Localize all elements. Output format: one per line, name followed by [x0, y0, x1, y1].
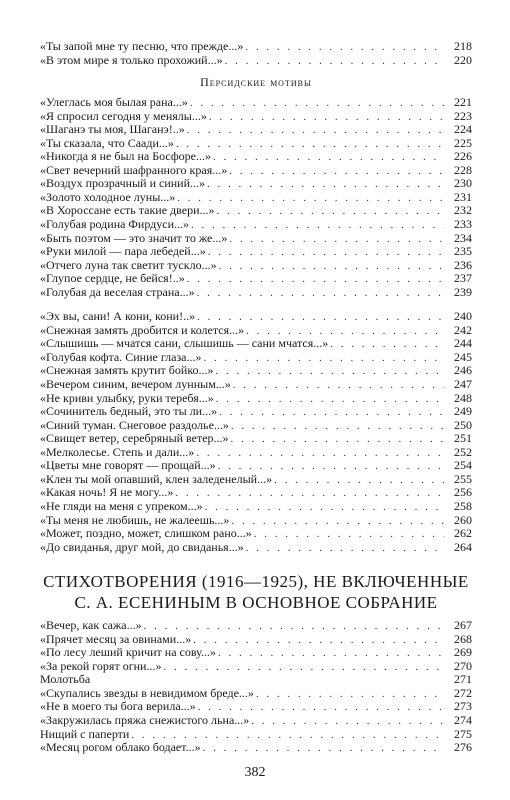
toc-entry — [40, 419, 472, 433]
toc-entry-page: 240 — [454, 309, 472, 324]
toc-entry — [40, 446, 472, 460]
toc-entry-title: «Скупались звезды в невидимом бреде...» — [40, 685, 254, 700]
toc-entry-title: «Отчего луна так светит тускло...» — [40, 257, 217, 272]
toc-entry — [40, 459, 472, 473]
toc-entry — [40, 486, 472, 500]
toc-entry — [40, 700, 472, 714]
toc-entry — [40, 123, 472, 137]
toc-entry — [40, 191, 472, 205]
dot-leader — [216, 393, 444, 407]
toc-entry-title: «Вечер, как сажа...» — [40, 618, 142, 633]
toc-entry-title: «Сочинитель бедный, это ты ли...» — [40, 404, 218, 419]
toc-entry-page: 245 — [454, 349, 472, 364]
section-title-extra-line1: СТИХОТВОРЕНИЯ (1916—1925), НЕ ВКЛЮЧЕННЫЕ — [43, 572, 469, 592]
toc-entry-page: 236 — [454, 257, 472, 272]
dot-leader — [187, 273, 444, 287]
toc-entry-page: 275 — [454, 726, 472, 741]
dot-leader — [218, 647, 444, 661]
toc-entry-page: 239 — [454, 284, 472, 299]
toc-entry-title: «Улеглась моя былая рана...» — [40, 95, 188, 110]
toc-entry-title: «Ты сказала, что Саади...» — [40, 135, 174, 150]
dot-leader — [209, 111, 444, 125]
toc-entry-title: «Ты запой мне ту песню, что прежде...» — [40, 39, 244, 53]
toc-entry-title: «В Хороссане есть такие двери...» — [40, 203, 215, 218]
toc-entry-page: 247 — [454, 377, 472, 392]
toc-entry — [40, 527, 472, 541]
toc-entry-page: 230 — [454, 176, 472, 191]
toc-entry — [40, 259, 472, 273]
dot-leader — [177, 192, 444, 206]
toc-entry-page: 223 — [454, 108, 472, 123]
dot-leader — [231, 420, 444, 434]
toc-entry-title: «Эх вы, сани! А кони, кони!..» — [40, 309, 196, 324]
toc-entry-title: Нищий с паперти — [40, 726, 130, 741]
dot-leader — [213, 151, 444, 165]
toc-entry — [40, 660, 472, 674]
toc-entry-title: «Золото холодное луны...» — [40, 189, 176, 204]
toc-entry — [40, 646, 472, 660]
toc-entry — [40, 232, 472, 246]
dot-leader — [191, 219, 444, 233]
toc-entry-page: 255 — [454, 471, 472, 486]
dot-leader — [193, 634, 444, 648]
toc-entry-title: «Свет вечерний шафранного края...» — [40, 162, 228, 177]
toc-entry — [40, 541, 472, 555]
toc-entry-title: «До свиданья, друг мой, до свиданья...» — [40, 539, 244, 554]
dot-leader — [176, 138, 444, 152]
toc-entry — [40, 432, 472, 446]
toc-entry-page: 260 — [454, 512, 472, 527]
toc-entry-title: «Не гляди на меня с упреком...» — [40, 498, 203, 513]
toc-entry-title: «Какая ночь! Я не могу...» — [40, 485, 174, 500]
toc-entry-title: «Быть поэтом — это значит то же...» — [40, 230, 228, 245]
toc-entry — [40, 687, 472, 701]
dot-leader — [205, 501, 444, 515]
toc-entry-page: 218 — [454, 39, 472, 53]
toc-entry — [40, 619, 472, 633]
section-title-extra-line2: С. А. ЕСЕНИНЫМ В ОСНОВНОЕ СОБРАНИЕ — [74, 593, 438, 613]
page-number: 382 — [244, 765, 266, 780]
toc-entry-page: 274 — [454, 712, 472, 727]
dot-leader — [229, 233, 444, 247]
dot-leader — [175, 487, 444, 501]
toc-entry-title: «В этом мире я только прохожий...» — [40, 52, 223, 67]
dot-leader — [219, 260, 444, 274]
dot-leader — [217, 205, 445, 219]
dot-leader — [251, 715, 444, 729]
toc-entry — [40, 54, 472, 68]
toc-entry-page: 250 — [454, 417, 472, 432]
toc-entry-page: 244 — [454, 336, 472, 351]
toc-entry-page: 224 — [454, 122, 472, 137]
toc-entry-title: «Свищет ветер, серебряный ветер...» — [40, 431, 229, 446]
toc-entry-title: «Клен ты мой опавший, клен заледенелый...» — [40, 471, 273, 486]
toc-entry-title: «Слышишь — мчатся сани, слышишь — сани мчатся...» — [40, 336, 329, 351]
toc-entry-page: 258 — [454, 498, 472, 513]
dot-leader — [219, 406, 444, 420]
toc-entry — [40, 714, 472, 728]
toc-entry-page: 233 — [454, 217, 472, 232]
toc-entry-page: 273 — [454, 699, 472, 714]
toc-entry-page: 271 — [454, 672, 472, 687]
toc-entry-page: 232 — [454, 203, 472, 218]
toc-entry — [40, 405, 472, 419]
toc-entry-page: 276 — [454, 740, 472, 755]
toc-entry-page: 249 — [454, 404, 472, 419]
dot-leader — [207, 178, 444, 192]
toc-entry — [40, 392, 472, 406]
toc-entry-page: 226 — [454, 149, 472, 164]
dot-leader — [204, 352, 444, 366]
section-title-extra — [40, 571, 472, 613]
toc-entry-title: «Закружилась пряжа снежистого льна...» — [40, 712, 250, 727]
toc-entry-page: 225 — [454, 135, 472, 150]
toc-entry — [40, 272, 472, 286]
dot-leader — [254, 528, 444, 542]
toc-entry — [40, 378, 472, 392]
dot-leader — [203, 742, 444, 756]
toc-entry-title: «Цветы мне говорят — прощай...» — [40, 458, 216, 473]
toc-entry-title: «Может, поздно, может, слишком рано...» — [40, 526, 252, 541]
toc-entry — [40, 137, 472, 151]
dot-leader — [256, 688, 444, 702]
toc-entry-page: 264 — [454, 539, 472, 554]
toc-entry — [40, 364, 472, 378]
toc-entry-title: «Руки милой — пара лебедей...» — [40, 244, 206, 259]
dot-leader — [225, 55, 444, 69]
toc-entry — [40, 286, 472, 300]
dot-leader — [274, 474, 444, 488]
dot-leader — [163, 661, 444, 675]
toc-entry-page: 272 — [454, 685, 472, 700]
toc-entry-title: «Воздух прозрачный и синий...» — [40, 176, 206, 191]
toc-entry — [40, 514, 472, 528]
toc-entry-page: 269 — [454, 645, 472, 660]
toc-group-top — [40, 40, 472, 67]
dot-leader — [231, 433, 444, 447]
toc-entry-page: 252 — [454, 444, 472, 459]
toc-entry-page: 268 — [454, 631, 472, 646]
toc-entry — [40, 110, 472, 124]
dot-leader — [187, 124, 444, 138]
dot-leader — [233, 379, 444, 393]
dot-leader — [208, 246, 444, 260]
toc-entry-page: 270 — [454, 658, 472, 673]
toc-entry — [40, 310, 472, 324]
toc-entry — [40, 337, 472, 351]
toc-group-persian — [40, 96, 472, 299]
toc-entry-title: «Голубая да веселая страна...» — [40, 284, 195, 299]
toc-entry-title: «Прячет месяц за овинами...» — [40, 631, 192, 646]
toc-entry-title: «По лесу леший кричит на сову...» — [40, 645, 216, 660]
toc-entry-page: 234 — [454, 230, 472, 245]
toc-entry-title: «Снежная замять крутит бойко...» — [40, 363, 214, 378]
toc-entry-title: «Не криви улыбку, руки теребя...» — [40, 390, 214, 405]
dot-leader — [190, 97, 444, 111]
toc-entry-title: «Никогда я не был на Босфоре...» — [40, 149, 211, 164]
toc-entry-page: 254 — [454, 458, 472, 473]
toc-entry-page: 220 — [454, 52, 472, 67]
toc-entry-page: 231 — [454, 189, 472, 204]
toc-entry — [40, 177, 472, 191]
toc-entry-title: «Снежная замять дробится и колется...» — [40, 322, 245, 337]
toc-entry — [40, 324, 472, 338]
toc-entry — [40, 245, 472, 259]
toc-entry-title: «Глупое сердце, не бейся!..» — [40, 271, 185, 286]
dot-leader — [197, 287, 444, 301]
toc-entry — [40, 150, 472, 164]
toc-entry-page: 246 — [454, 363, 472, 378]
contents-page — [40, 40, 472, 755]
toc-entry — [40, 473, 472, 487]
toc-entry — [40, 633, 472, 647]
toc-entry-page: 242 — [454, 322, 472, 337]
toc-entry-title: «Голубая кофта. Синие глаза...» — [40, 349, 202, 364]
toc-entry-page: 251 — [454, 431, 472, 446]
toc-entry-page: 267 — [454, 618, 472, 633]
toc-entry-title: «Голубая родина Фирдуси...» — [40, 217, 190, 232]
toc-entry — [40, 351, 472, 365]
toc-entry-title: «Месяц рогом облако бодает...» — [40, 740, 201, 755]
toc-entry — [40, 218, 472, 232]
toc-entry-title: «Синий туман. Снеговое раздолье...» — [40, 417, 229, 432]
toc-entry-title: «Я спросил сегодня у менялы...» — [40, 108, 207, 123]
dot-leader — [196, 447, 444, 461]
section-title-persian: Персидские мотивы — [200, 75, 312, 90]
toc-entry — [40, 96, 472, 110]
toc-group-winter — [40, 310, 472, 554]
dot-leader — [229, 165, 444, 179]
toc-entry — [40, 204, 472, 218]
toc-entry-page: 248 — [454, 390, 472, 405]
toc-entry — [40, 40, 472, 54]
toc-entry-page: 221 — [454, 95, 472, 110]
toc-entry — [40, 164, 472, 178]
toc-entry-page: 228 — [454, 162, 472, 177]
toc-entry-page: 262 — [454, 526, 472, 541]
toc-entry-page: 256 — [454, 485, 472, 500]
dot-leader — [330, 338, 444, 352]
toc-entry-title: «Мелколесье. Степь и дали...» — [40, 444, 195, 459]
toc-entry-title: «Не в моего ты бога верила...» — [40, 699, 196, 714]
toc-entry — [40, 728, 472, 742]
dot-leader — [245, 41, 444, 55]
toc-entry-title: «Шаганэ ты моя, Шаганэ!..» — [40, 122, 185, 137]
toc-entry — [40, 741, 472, 755]
dot-leader — [216, 365, 444, 379]
toc-group-extra — [40, 619, 472, 754]
toc-entry-title: «Ты меня не любишь, не жалеешь...» — [40, 512, 230, 527]
dot-leader — [231, 515, 444, 529]
toc-entry-page: 237 — [454, 271, 472, 286]
dot-leader — [246, 542, 444, 556]
toc-entry — [40, 673, 472, 687]
toc-entry-title: «Вечером синим, вечером лунным...» — [40, 377, 231, 392]
toc-entry-page: 235 — [454, 244, 472, 259]
toc-entry-title: Молотьба — [40, 672, 91, 687]
toc-entry-title: «За рекой горят огни...» — [40, 658, 162, 673]
toc-entry — [40, 500, 472, 514]
